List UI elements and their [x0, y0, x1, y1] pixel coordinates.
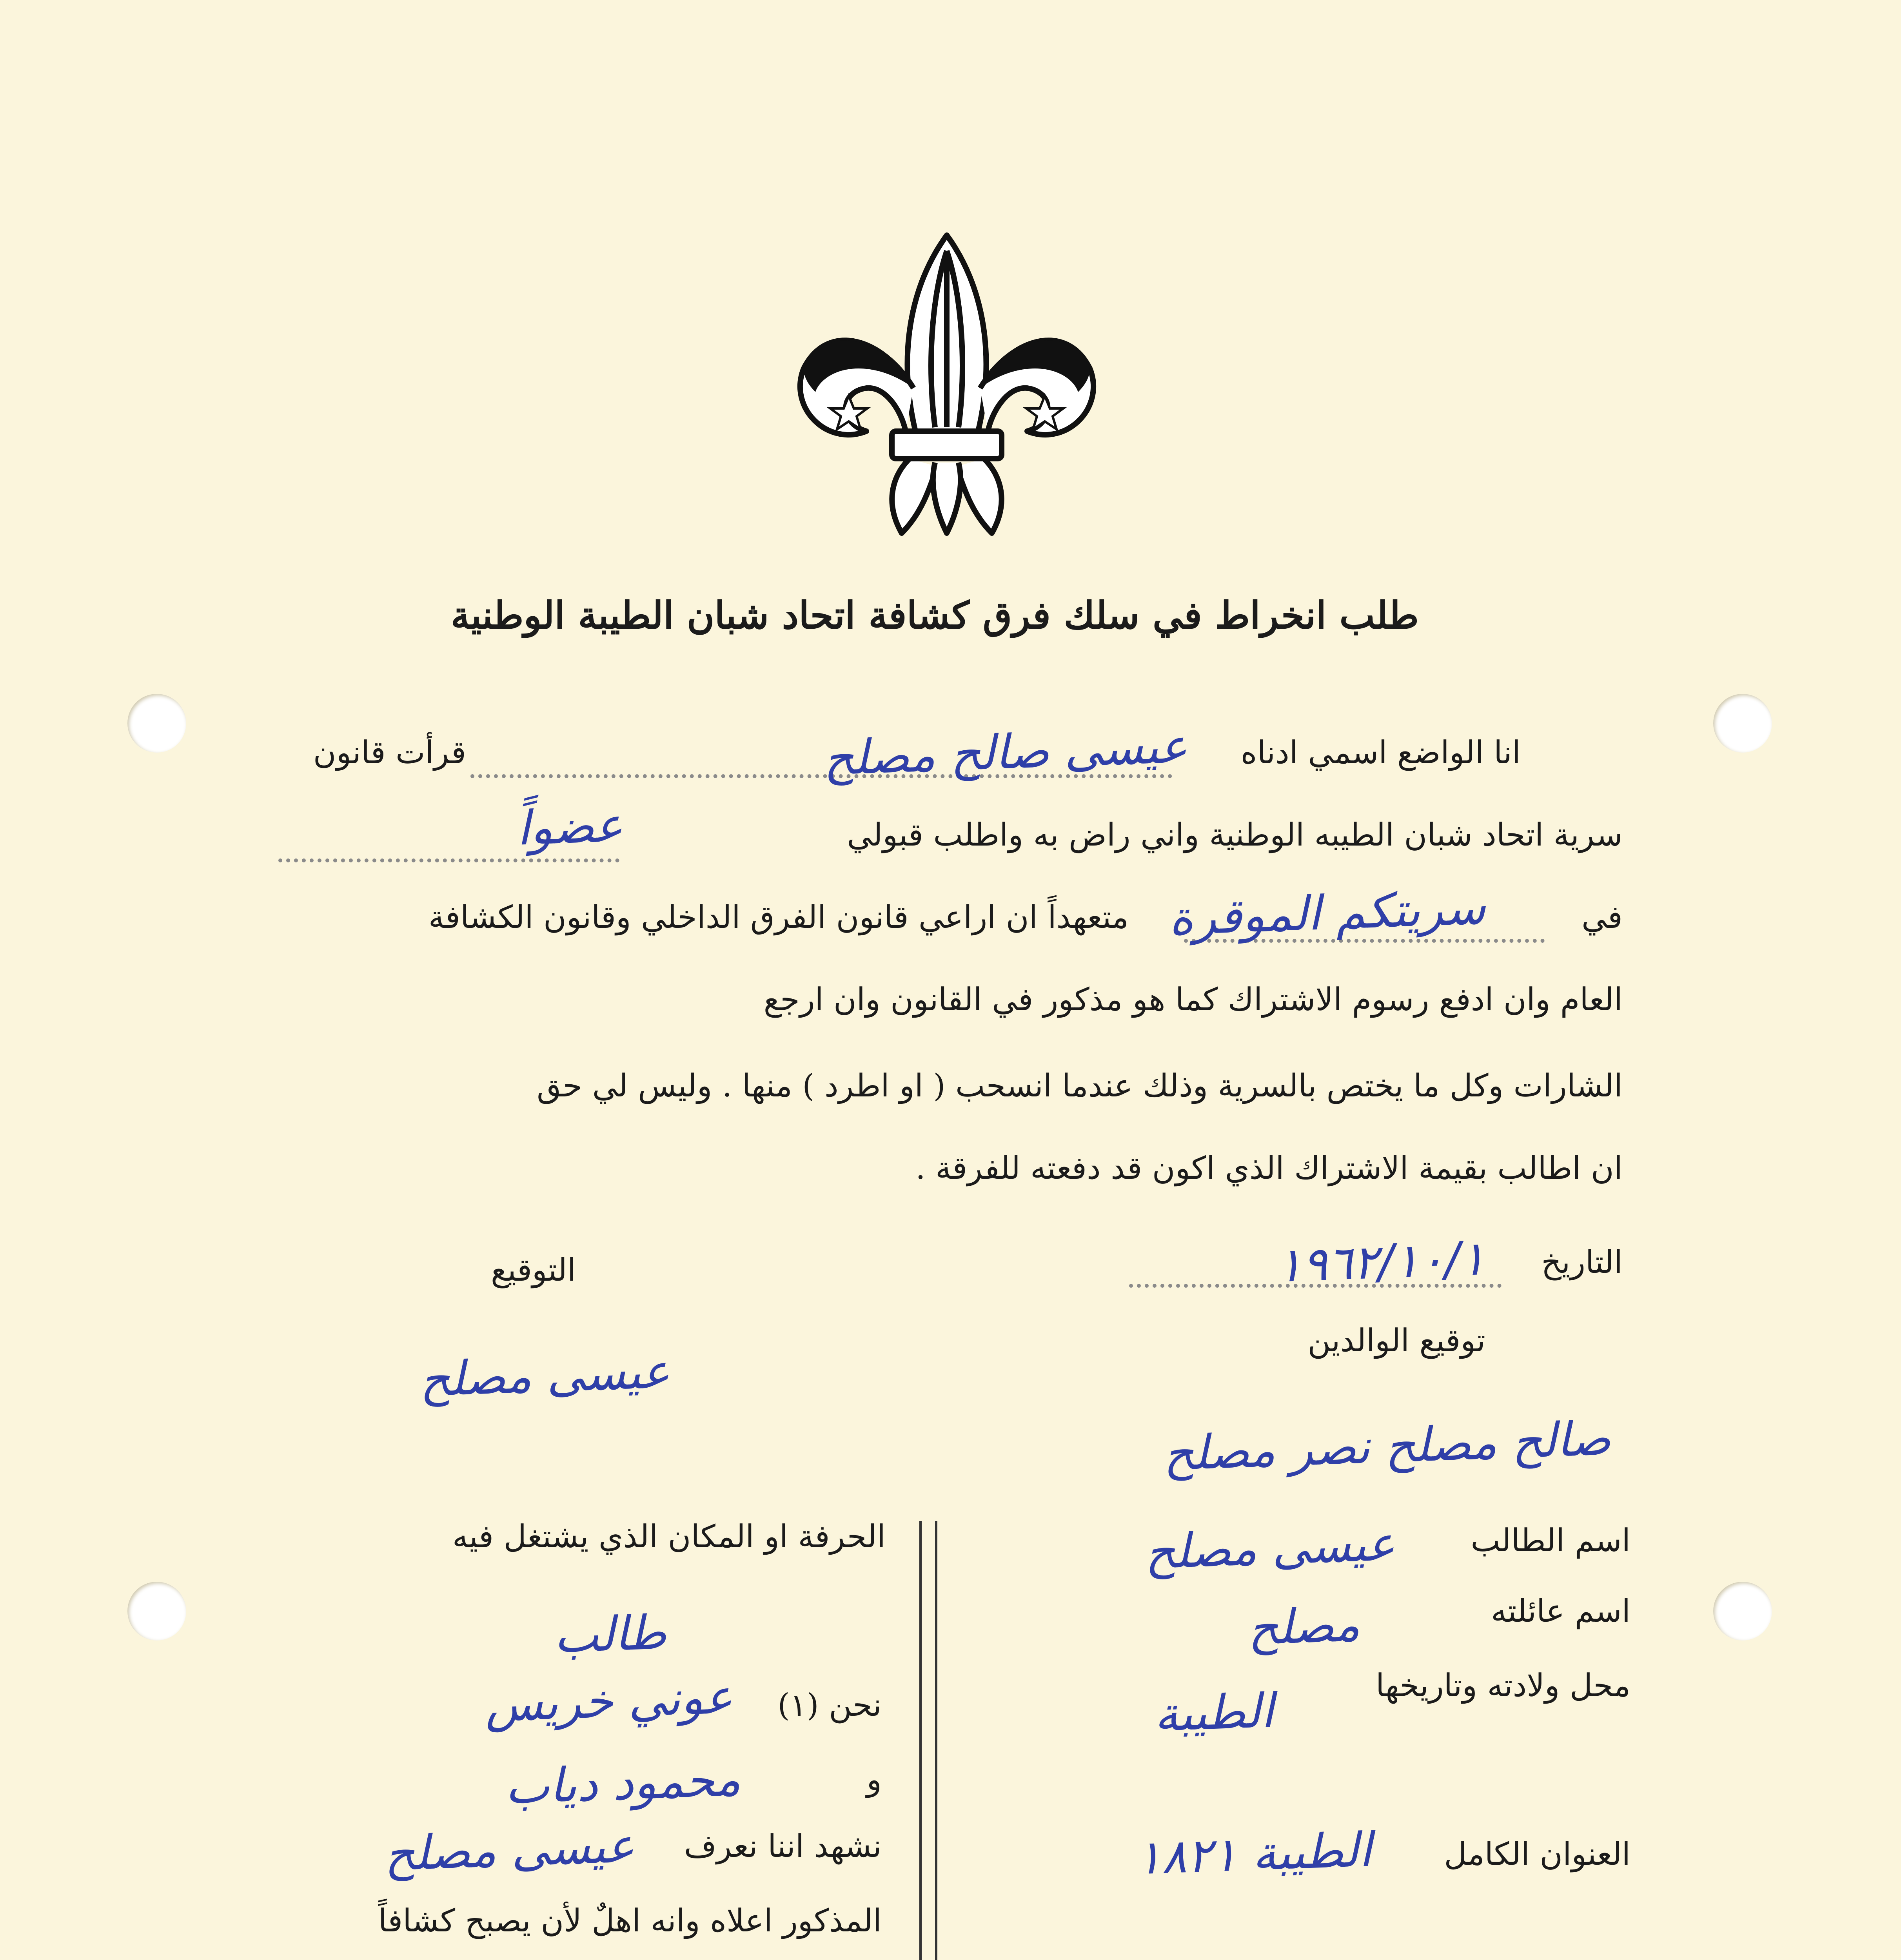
membership-field-line[interactable] — [278, 858, 619, 862]
mentioned-text: المذكور اعلاه وانه اهلٌ لأن يصبح كشافاً — [378, 1902, 882, 1939]
column-divider-inner — [935, 1521, 937, 1960]
birthplace-handwritten: الطيبة — [1153, 1683, 1275, 1742]
body-line1-right: انا الواضع اسمي ادناه — [1240, 734, 1521, 771]
witness-and-label: و — [866, 1761, 882, 1798]
punch-hole-bottom-left — [127, 1582, 186, 1641]
testify-label: نشهد اننا نعرف — [684, 1828, 882, 1864]
body-line2: سرية اتحاد شبان الطيبه الوطنية واني راض به واطلب قبولي — [847, 817, 1623, 853]
known-person-handwritten: عيسى مصلح — [383, 1818, 636, 1882]
student-name-label: اسم الطالب — [1471, 1522, 1630, 1559]
body-line6: ان اطالب بقيمة الاشتراك الذي اكون قد دفعته للفرقة . — [915, 1150, 1623, 1186]
student-name-handwritten: عيسى مصلح — [1144, 1516, 1396, 1580]
family-name-handwritten: مصلح — [1247, 1597, 1361, 1656]
body-line3-left: متعهداً ان اراعي قانون الفرق الداخلي وقانون الكشافة — [428, 899, 1129, 935]
family-name-label: اسم عائلته — [1491, 1593, 1630, 1629]
address-handwritten: الطيبة ١٨٢١ — [1135, 1822, 1373, 1886]
date-label: التاريخ — [1541, 1244, 1623, 1280]
occupation-label: الحرفة او المكان الذي يشتغل فيه — [452, 1518, 886, 1555]
parent-signature-handwritten: صالح مصلح نصر مصلح — [1162, 1411, 1612, 1481]
address-label: العنوان الكامل — [1444, 1836, 1630, 1872]
body-line5: الشارات وكل ما يختص بالسرية وذلك عندما انسحب ( او اطرد ) منها . وليس لي حق — [537, 1067, 1623, 1104]
parents-signature-label: توقيع الوالدين — [1307, 1322, 1485, 1359]
occupation-handwritten: طالب — [553, 1605, 667, 1664]
body-line1-left: قرأت قانون — [313, 734, 466, 771]
page-title: طلب انخراط في سلك فرق كشافة اتحاد شبان الطيبة الوطنية — [450, 593, 1419, 637]
fleur-de-lis-icon — [780, 227, 1113, 541]
punch-hole-top-left — [127, 694, 186, 753]
applicant-name-handwritten: عيسى صالح مصلح — [822, 719, 1189, 786]
date-handwritten: ١٩٦٢/١٠/١ — [1276, 1231, 1487, 1293]
body-line3-right: في — [1581, 899, 1623, 935]
column-divider — [919, 1521, 922, 1960]
membership-handwritten: عضواً — [516, 798, 624, 856]
body-line4: العام وان ادفع رسوم الاشتراك كما هو مذكور في القانون وان ارجع — [763, 981, 1623, 1018]
witness1-handwritten: عوني خريس — [484, 1670, 734, 1733]
witness2-handwritten: محمود دياب — [504, 1752, 742, 1815]
punch-hole-bottom-right — [1713, 1582, 1772, 1641]
punch-hole-top-right — [1713, 694, 1772, 753]
applicant-signature-handwritten: عيسى مصلح — [419, 1344, 671, 1408]
witness-we-label: نحن (١) — [777, 1687, 882, 1723]
signature-label: التوقيع — [490, 1252, 576, 1288]
unit-handwritten: سريتكم الموقرة — [1167, 880, 1487, 946]
birthplace-label: محل ولادته وتاريخها — [1375, 1667, 1630, 1704]
